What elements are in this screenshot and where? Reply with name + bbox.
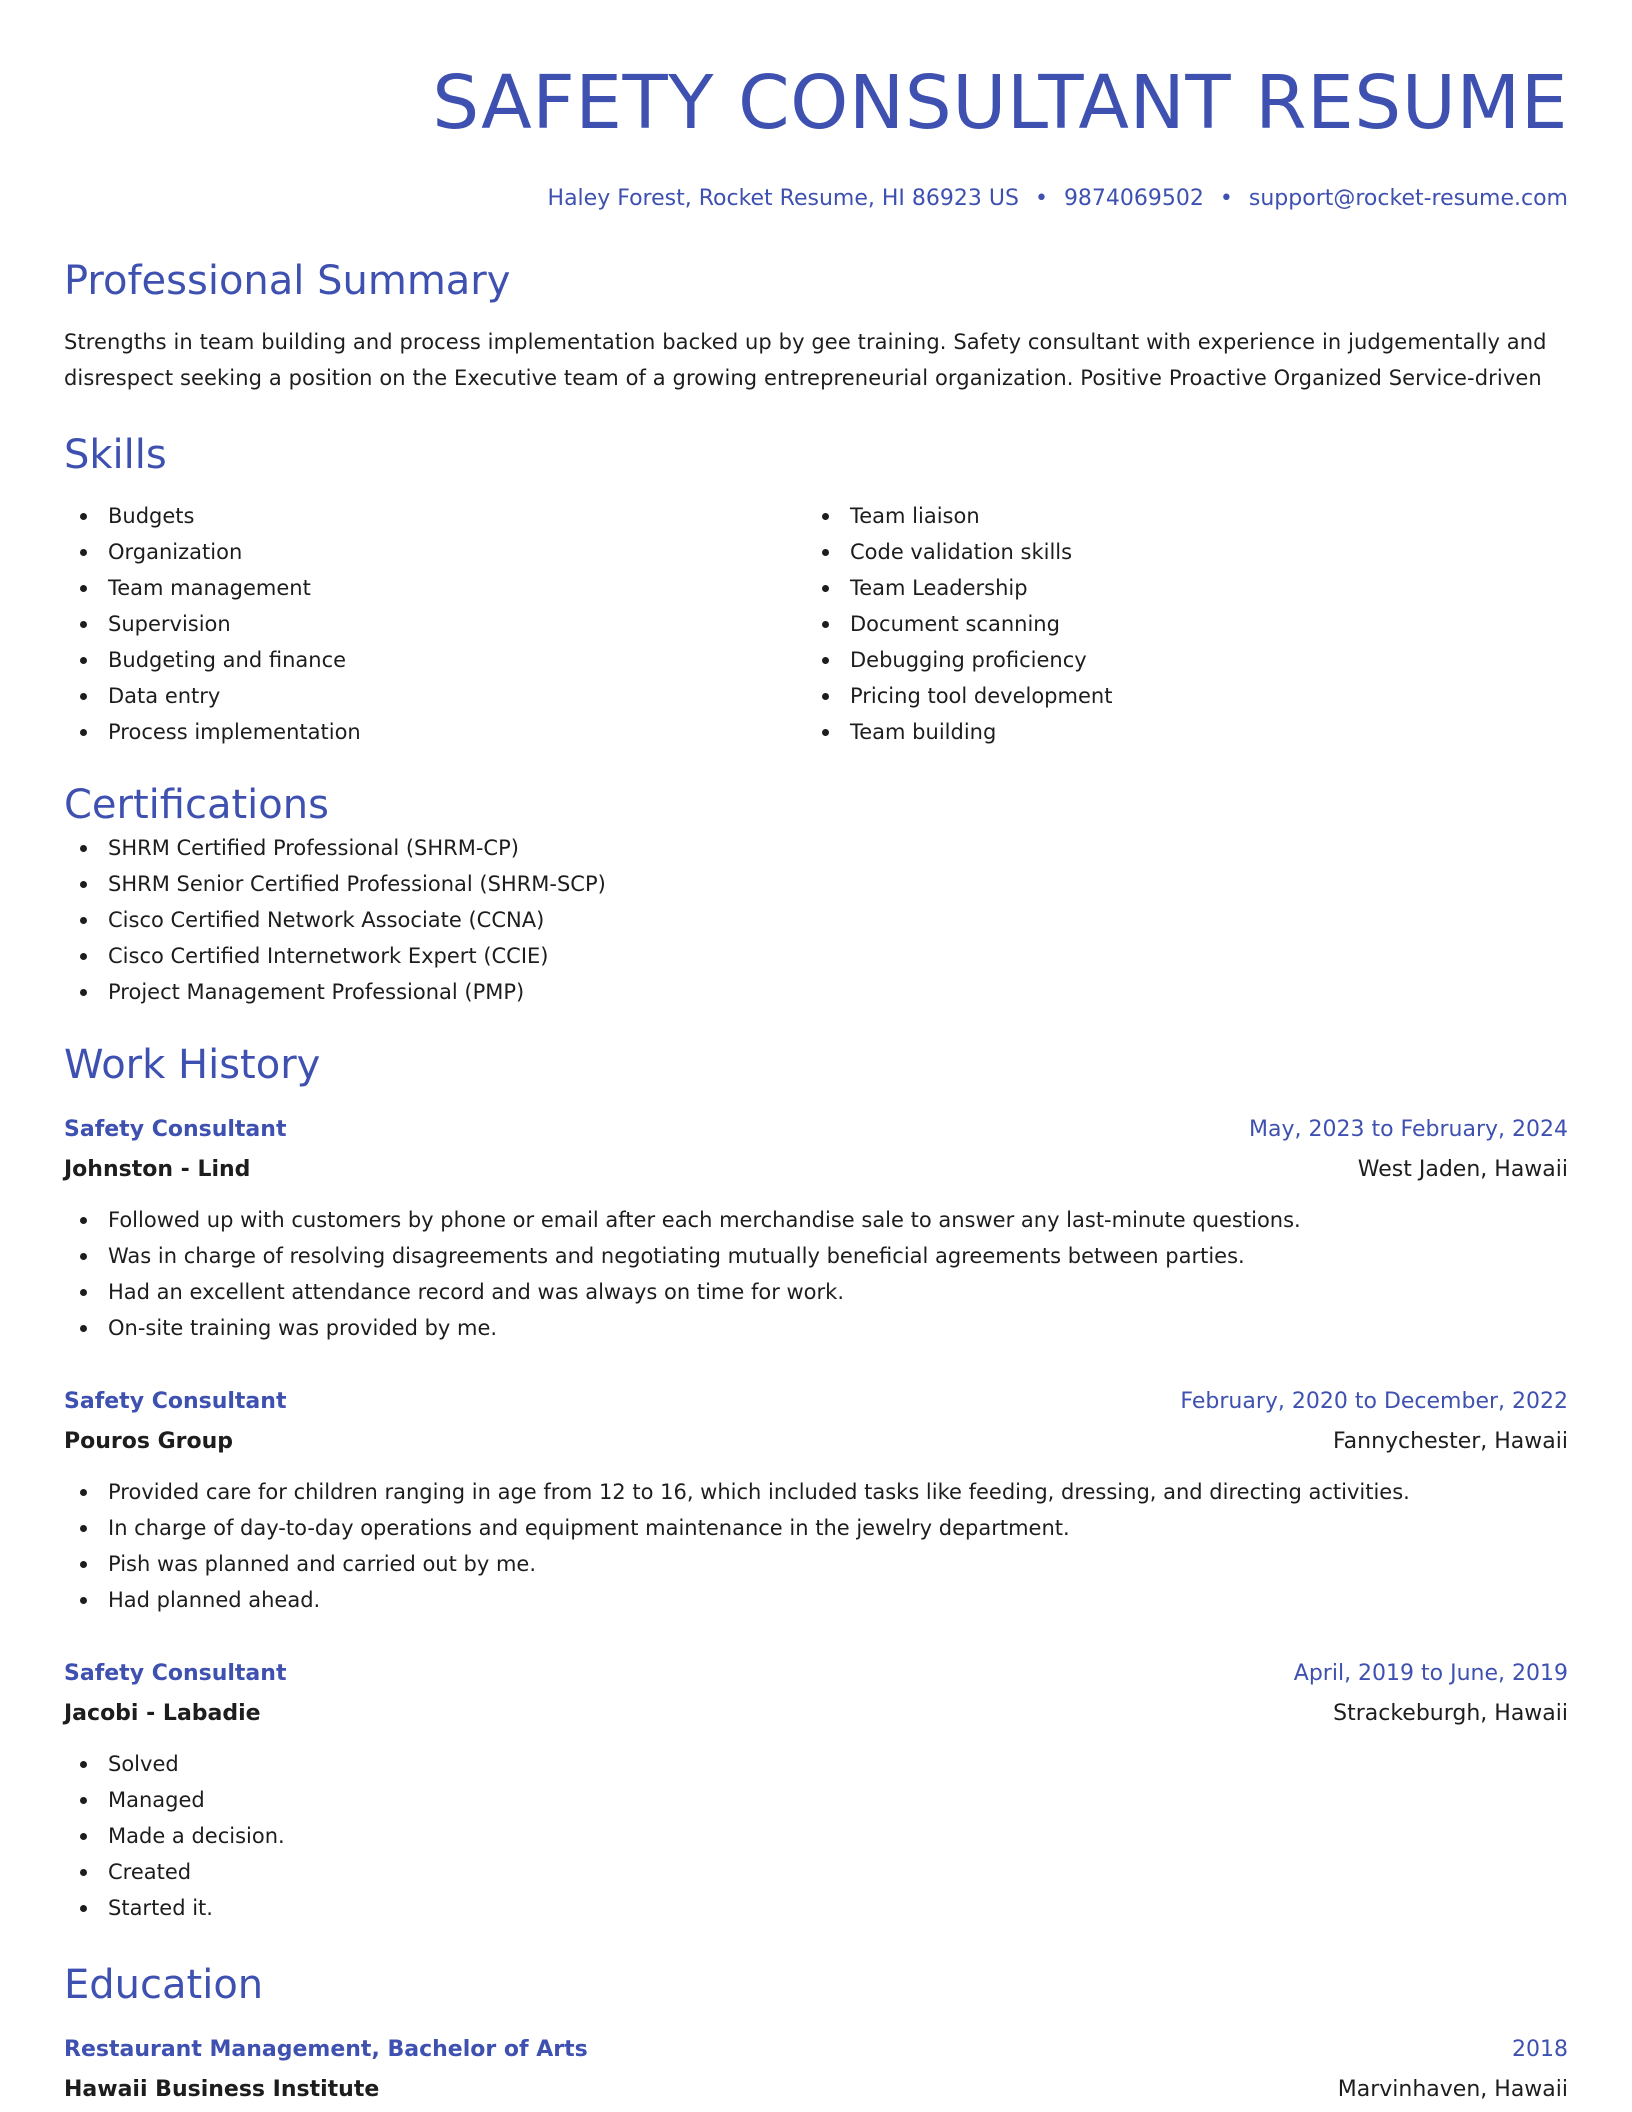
skill-item: Document scanning <box>806 606 1548 642</box>
contact-separator: • <box>1034 186 1048 211</box>
job-bullet: Managed <box>64 1782 1568 1818</box>
skills-list <box>64 498 1568 750</box>
job-entry <box>64 1382 1568 1618</box>
certification-item: SHRM Senior Certified Professional (SHRM-SCP) <box>64 866 1568 902</box>
contact-line <box>64 184 1568 214</box>
job-bullet: Pish was planned and carried out by me. <box>64 1546 1568 1582</box>
summary-heading: Professional Summary <box>64 258 511 304</box>
contact-phone: 9874069502 <box>1063 186 1204 211</box>
job-role: Safety Consultant <box>64 1661 287 1686</box>
job-bullet: Had planned ahead. <box>64 1582 1568 1618</box>
contact-email: support@rocket-resume.com <box>1248 186 1568 211</box>
job-bullet: Followed up with customers by phone or email after each merchandise sale to answer any last-minute questions. <box>64 1202 1568 1238</box>
skill-item: Debugging proficiency <box>806 642 1548 678</box>
resume-title: SAFETY CONSULTANT RESUME <box>432 60 1568 146</box>
job-location: West Jaden, Hawaii <box>1357 1157 1568 1182</box>
job-bullet: Made a decision. <box>64 1818 1568 1854</box>
job-dates: February, 2020 to December, 2022 <box>1180 1389 1568 1414</box>
job-bullet: Provided care for children ranging in age from 12 to 16, which included tasks like feeding, dressing, and directing activities. <box>64 1474 1568 1510</box>
job-entry <box>64 1110 1568 1346</box>
certifications-list <box>64 830 1568 1010</box>
certification-item: SHRM Certified Professional (SHRM-CP) <box>64 830 1568 866</box>
resume-header <box>64 58 1568 214</box>
contact-separator: • <box>1219 186 1233 211</box>
education-year: 2018 <box>1512 2037 1568 2062</box>
skill-item: Team management <box>64 570 806 606</box>
education-heading: Education <box>64 1962 264 2008</box>
certification-item: Cisco Certified Internetwork Expert (CCIE) <box>64 938 1568 974</box>
job-bullet: Started it. <box>64 1890 1568 1926</box>
skill-item: Data entry <box>64 678 806 714</box>
skill-item: Organization <box>64 534 806 570</box>
work-history-heading: Work History <box>64 1042 321 1088</box>
skill-item: Budgets <box>64 498 806 534</box>
skill-item: Process implementation <box>64 714 806 750</box>
job-role: Safety Consultant <box>64 1389 287 1414</box>
education-location: Marvinhaven, Hawaii <box>1337 2077 1568 2102</box>
job-bullet: In charge of day-to-day operations and equipment maintenance in the jewelry department. <box>64 1510 1568 1546</box>
skill-item: Team liaison <box>806 498 1548 534</box>
skill-item: Team building <box>806 714 1548 750</box>
job-location: Strackeburgh, Hawaii <box>1333 1701 1568 1726</box>
job-bullet: Was in charge of resolving disagreements and negotiating mutually beneficial agreements between parties. <box>64 1238 1568 1274</box>
certification-item: Cisco Certified Network Associate (CCNA) <box>64 902 1568 938</box>
job-company: Jacobi - Labadie <box>64 1701 261 1726</box>
contact-address: Haley Forest, Rocket Resume, HI 86923 US <box>547 186 1019 211</box>
education-school: Hawaii Business Institute <box>64 2077 380 2102</box>
job-bullets <box>64 1202 1568 1346</box>
job-entry <box>64 1654 1568 1926</box>
skills-right-column <box>806 498 1548 750</box>
job-role: Safety Consultant <box>64 1117 287 1142</box>
job-dates: April, 2019 to June, 2019 <box>1293 1661 1568 1686</box>
certification-item: Project Management Professional (PMP) <box>64 974 1568 1010</box>
education-degree: Restaurant Management, Bachelor of Arts <box>64 2037 588 2062</box>
resume-page <box>64 0 1568 2110</box>
job-bullet: Had an excellent attendance record and was always on time for work. <box>64 1274 1568 1310</box>
job-company: Johnston - Lind <box>64 1157 251 1182</box>
job-bullet: Created <box>64 1854 1568 1890</box>
summary-text: Strengths in team building and process implementation backed up by gee training. Safety consultant with experience in judgementally and disrespect seeking a position on the Executive team of a growing entrepreneurial organization. Positive Proactive Organized Service-driven <box>64 330 1547 390</box>
skills-left-column <box>64 498 806 750</box>
job-location: Fannychester, Hawaii <box>1333 1429 1568 1454</box>
skill-item: Team Leadership <box>806 570 1548 606</box>
certifications-heading: Certifications <box>64 782 329 828</box>
skill-item: Pricing tool development <box>806 678 1548 714</box>
job-company: Pouros Group <box>64 1429 234 1454</box>
job-bullet: Solved <box>64 1746 1568 1782</box>
skill-item: Budgeting and finance <box>64 642 806 678</box>
job-bullet: On-site training was provided by me. <box>64 1310 1568 1346</box>
job-bullets <box>64 1746 1568 1926</box>
education-entry <box>64 2030 1568 2110</box>
skills-heading: Skills <box>64 432 167 478</box>
skill-item: Supervision <box>64 606 806 642</box>
job-bullets <box>64 1474 1568 1618</box>
skill-item: Code validation skills <box>806 534 1548 570</box>
job-dates: May, 2023 to February, 2024 <box>1249 1117 1568 1142</box>
